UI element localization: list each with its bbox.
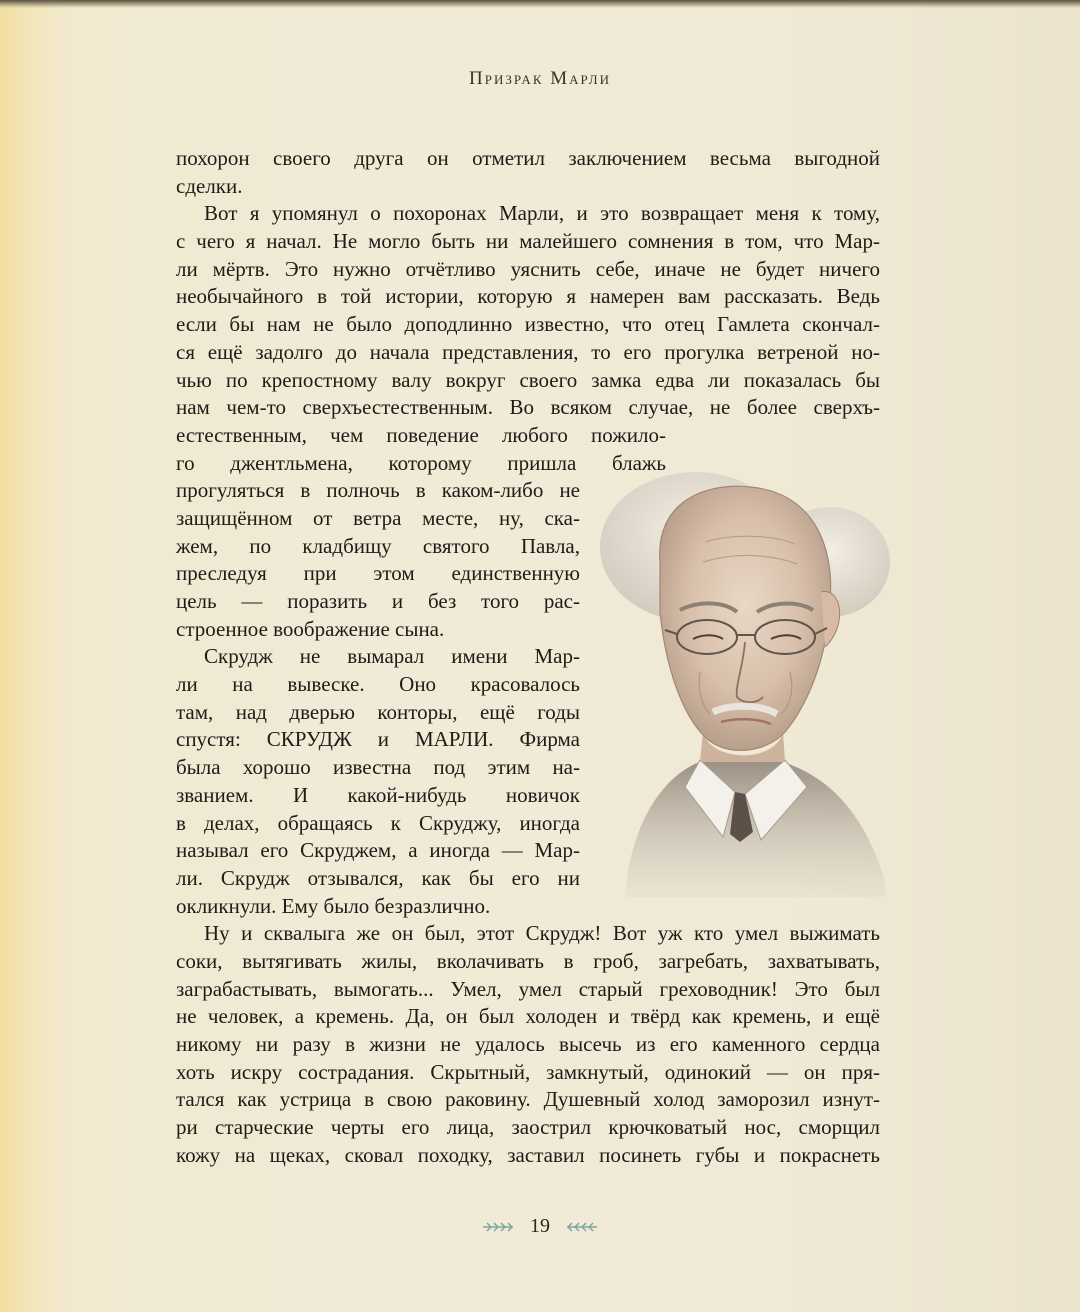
text-line: ри старческие черты его лица, заострил крючковатый нос, сморщил xyxy=(176,1115,880,1140)
text-line: защищённом от ветра месте, ну, ска- xyxy=(176,505,580,530)
running-head: Призрак Марли xyxy=(469,68,611,89)
ornament-right-icon xyxy=(565,1222,599,1232)
text-line: прогуляться в полночь в каком-либо не xyxy=(176,478,580,503)
page-top-edge xyxy=(0,0,1080,8)
text-line: званием. И какой-нибудь новичок xyxy=(176,782,580,807)
ornament-left-icon xyxy=(481,1222,515,1232)
text-line: ли. Скрудж отзывался, как бы его ни xyxy=(176,865,580,890)
page-number: 19 xyxy=(530,1215,550,1237)
text-line: заграбастывать, вымогать... Умел, умел старый греховодник! Это был xyxy=(176,976,880,1001)
text-line: с чего я начал. Не могло быть ни малейшего сомнения в том, что Мар- xyxy=(176,229,880,254)
text-line: никому ни разу в жизни не удалось высечь из его каменного сердца xyxy=(176,1032,880,1056)
text-line: естественным, чем поведение любого пожило- xyxy=(176,422,666,447)
text-line: Ну и сквалыга же он был, этот Скрудж! Вот уж кто умел выжимать xyxy=(204,921,880,946)
text-line: Вот я упомянул о похоронах Марли, и это возвращает меня к тому, xyxy=(204,201,880,226)
text-line: нам чем-то сверхъестественным. Во всяком случае, не более сверхъ- xyxy=(176,395,880,420)
text-line: ли мёртв. Это нужно отчётливо уяснить себе, иначе не будет ничего xyxy=(176,256,880,281)
text-line: в делах, обращаясь к Скруджу, иногда xyxy=(176,810,580,835)
text-line: Скрудж не вымарал имени Мар- xyxy=(204,644,580,669)
text-line: ли на вывеске. Оно красовалось xyxy=(176,672,580,697)
text-line: цель — поразить и без того рас- xyxy=(176,589,580,613)
text-line: необычайного в той истории, которую я намерен вам рассказать. Ведь xyxy=(176,284,880,309)
text-line: окликнули. Ему было безразлично. xyxy=(176,893,491,918)
text-line: сделки. xyxy=(176,173,243,198)
text-line: не человек, а кремень. Да, он был холоден и твёрд как кремень, и ещё xyxy=(176,1004,880,1029)
text-line: ся ещё задолго до начала представления, то его прогулка ветреной но- xyxy=(176,339,880,364)
text-line: тался как устрица в свою раковину. Душевный холод заморозил изнут- xyxy=(176,1087,880,1112)
text-line: строенное воображение сына. xyxy=(176,616,445,641)
text-line: хоть искру сострадания. Скрытный, замкнутый, одинокий — он пря- xyxy=(176,1059,880,1084)
text-line: чью по крепостному валу вокруг своего замка едва ли показалась бы xyxy=(176,367,880,392)
text-line: го джентльмена, которому пришла блажь xyxy=(176,450,666,475)
text-line: там, над дверью конторы, ещё годы xyxy=(176,699,580,724)
text-line: кожу на щеках, сковал походку, заставил посинеть губы и покраснеть xyxy=(176,1142,880,1167)
text-line: называл его Скруджем, а иногда — Мар- xyxy=(176,838,580,863)
text-line: если бы нам не было доподлинно известно, что отец Гамлета скончал- xyxy=(176,312,880,337)
text-line: была хорошо известна под этим на- xyxy=(176,755,580,780)
text-line: жем, по кладбищу святого Павла, xyxy=(176,533,580,558)
text-line: соки, вытягивать жилы, вколачивать в гроб, загребать, захватывать, xyxy=(176,948,880,973)
text-line: похорон своего друга он отметил заключением весьма выгодной xyxy=(176,146,880,170)
page-footer xyxy=(0,1215,1080,1238)
text-line: преследуя при этом единственную xyxy=(176,561,580,586)
text-line: спустя: СКРУДЖ и МАРЛИ. Фирма xyxy=(176,727,580,752)
portrait-illustration xyxy=(585,442,895,897)
